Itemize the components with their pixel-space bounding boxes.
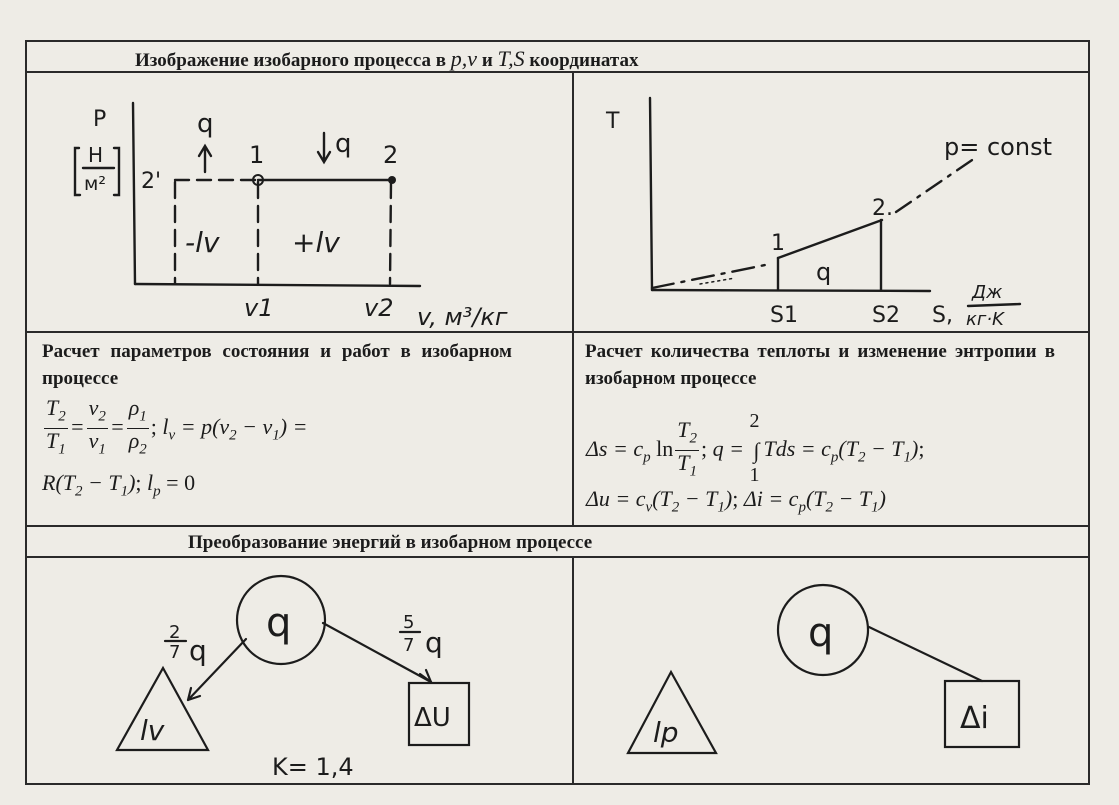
table-row-divider-2 — [25, 331, 1090, 333]
circle-q-left — [237, 576, 325, 664]
square-di-label: Δi — [960, 701, 989, 736]
formula-entropy-heat: $\Delta s = c_p$ ln $\frac{T_2}{T_1}$ ; q = 2 ∫ 1 Tds = $c_p(T_2 - T_1)$; — [586, 409, 925, 486]
table-row-divider-4 — [25, 556, 1090, 558]
table-right-border — [1088, 40, 1090, 785]
table-column-divider-top — [572, 71, 574, 526]
formula-state-ratio: $\frac{T_2}{T_1}$ = $\frac{v_2}{v_1}$ = $\frac{\rho_1}{\rho_2}$ ; $l_v = p(v_2 - v_1)$ = — [46, 395, 308, 458]
pv-label-2prime: 2' — [141, 169, 162, 194]
table-row-divider-3 — [25, 525, 1090, 527]
section1-title: Изображение изобарного процесса в p,v и T,S координатах — [135, 46, 639, 71]
frac-right-q: q — [425, 626, 443, 659]
table-bottom-border — [25, 783, 1090, 785]
pv-label-1: 1 — [249, 141, 265, 169]
pv-axis-v-label: v, м³/кг — [417, 303, 508, 331]
ts-axis-s — [652, 290, 930, 291]
frac-right-den: 7 — [403, 635, 415, 656]
pv-axis-v — [135, 284, 420, 286]
pv-point-2 — [388, 176, 396, 184]
ts-unit-divider — [968, 304, 1020, 306]
ts-axis-s-label: S, — [932, 303, 953, 328]
frac-left-num: 2 — [169, 622, 181, 643]
arrow-head-square — [420, 670, 431, 682]
triangle-lp — [628, 672, 716, 753]
pv-vline-v2 — [390, 182, 391, 284]
arrow-to-triangle — [188, 639, 246, 700]
triangle-lv — [117, 668, 208, 750]
arrow-head-triangle — [188, 688, 200, 700]
square-du-label: ΔU — [414, 703, 451, 733]
frac-left-q: q — [189, 634, 207, 667]
table-top-border — [25, 40, 1090, 42]
ts-unit-den: кг·K — [966, 309, 1004, 330]
ts-label-pconst: p= const — [944, 133, 1052, 161]
formula-energy: $\Delta u = c_v(T_2 - T_1)$; $\Delta i = c_p(T_2 - T_1)$ — [586, 486, 886, 516]
section2-right-heading: Расчет количества теплоты и изменение энтропии в изобарном процессе — [585, 341, 1055, 389]
circle-q-left-label: q — [266, 600, 292, 646]
k-label: K= 1,4 — [272, 753, 354, 781]
pv-unit-n: Н — [88, 143, 104, 167]
pv-label-v1: v1 — [244, 294, 274, 322]
table-left-border — [25, 40, 27, 785]
ts-curve-solid — [778, 220, 882, 258]
pv-axis-p-label: P — [93, 107, 107, 132]
arrow-q-down — [318, 133, 330, 162]
pv-label-q-left: q — [197, 109, 214, 139]
ts-unit-num: Дж — [972, 282, 1003, 303]
ts-curve-dashed-low — [652, 264, 770, 288]
formula-work: $R(T_2 - T_1)$; $l_p = 0$ — [42, 470, 196, 500]
pv-unit-m2: м² — [84, 173, 106, 195]
line-to-square — [869, 627, 982, 681]
ts-label-s1: S1 — [770, 303, 798, 328]
triangle-lv-label: lv — [140, 714, 165, 747]
circle-q-right — [778, 585, 868, 675]
pv-label-plus-l: +lv — [292, 226, 340, 259]
arrow-to-square — [323, 623, 431, 682]
section2-left-heading: Расчет параметров состояния и работ в изобарном процессе — [42, 341, 512, 389]
pv-point-1 — [253, 175, 263, 185]
frac-right-num: 5 — [403, 612, 415, 633]
pv-label-minus-l: -lv — [185, 226, 220, 259]
ts-dotted-fill — [700, 278, 735, 284]
square-du — [409, 683, 469, 745]
ts-label-q: q — [816, 258, 832, 286]
ts-label-1: 1 — [771, 231, 785, 256]
ts-label-s2: S2 — [872, 303, 900, 328]
arrow-q-up — [199, 146, 211, 172]
circle-q-right-label: q — [808, 610, 834, 656]
pv-label-q-mid: q — [335, 129, 352, 159]
pv-label-2: 2 — [383, 141, 399, 169]
pv-bracket-left — [75, 148, 80, 195]
ts-axis-t — [650, 98, 652, 290]
pv-label-v2: v2 — [364, 294, 394, 322]
pv-axis-p — [133, 103, 135, 284]
pv-bracket-right — [114, 148, 119, 195]
frac-left-den: 7 — [169, 642, 181, 663]
table-column-divider-bottom — [572, 556, 574, 785]
ts-curve-dashed-high — [896, 158, 975, 212]
ts-label-2: 2. — [872, 196, 893, 221]
square-di — [945, 681, 1019, 747]
ts-axis-t-label: T — [606, 109, 620, 134]
section3-title: Преобразование энергий в изобарном процессе — [188, 532, 593, 553]
triangle-lp-label: lp — [653, 716, 679, 749]
